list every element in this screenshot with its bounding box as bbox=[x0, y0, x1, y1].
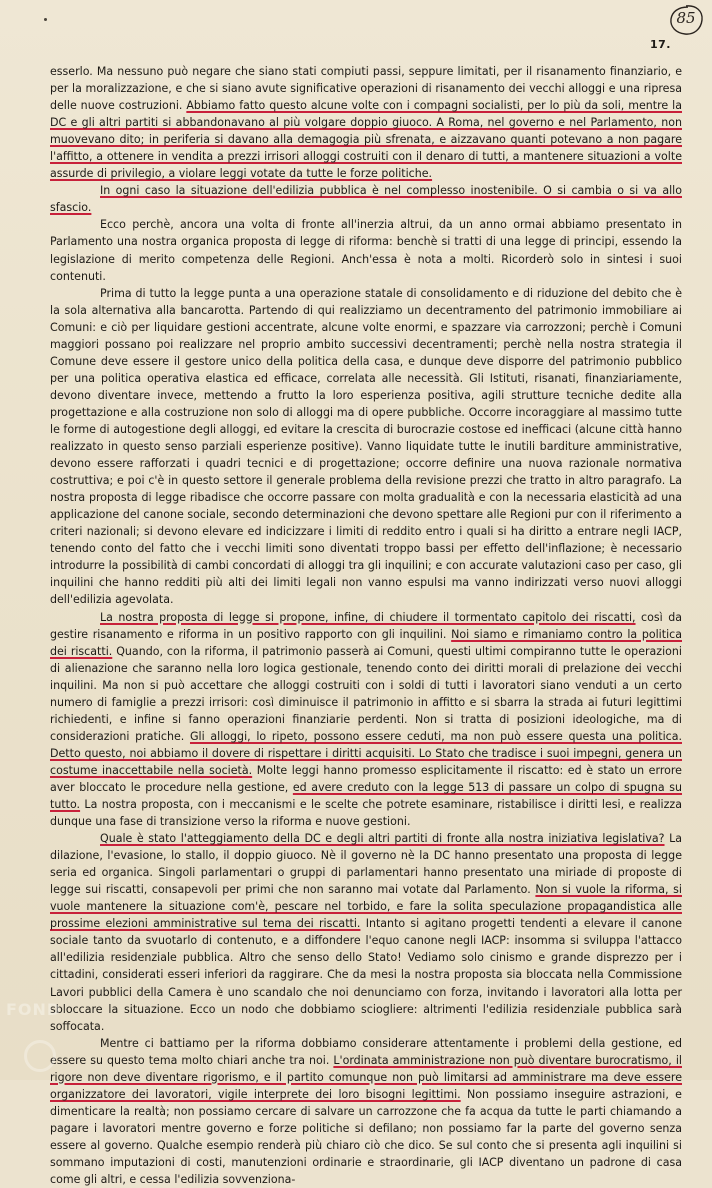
text-run: Mentre ci battiamo per la riforma dobbiamo considerare attentamente i problemi della gestione, ed essere su questo tema molto chiari anche tra noi. bbox=[50, 1036, 682, 1067]
underlined-passage: Quale è stato l'atteggiamento della DC e degli altri partiti di fronte alla nostra iniziativa legislativa? bbox=[100, 832, 665, 846]
underlined-passage: L'ordinata amministrazione non può diventare burocratismo, il rigore non deve diventare rigorismo, e il partito comunque non può limitarsi ad amministrare ma deve essere organizzatore dei lavoratori, vigile interprete dei loro bisogni legittimi. bbox=[50, 1053, 682, 1101]
underlined-passage: ed avere creduto con la legge 513 di passare un colpo di spugna su tutto. bbox=[50, 780, 682, 812]
page-stamp bbox=[668, 4, 704, 36]
body-text bbox=[50, 63, 682, 1188]
paragraph-6 bbox=[50, 830, 682, 1035]
stamp-number: 85 bbox=[676, 9, 696, 27]
paragraph-2 bbox=[50, 182, 682, 216]
underlined-passage: In ogni caso la situazione dell'edilizia pubblica è nel complesso inostenibile. O si cambia o si va allo sfascio. bbox=[50, 184, 682, 215]
underlined-passage: Noi siamo e rimaniamo contro la politica dei riscatti. bbox=[50, 627, 682, 658]
underlined-passage: Gli alloggi, lo ripeto, possono essere ceduti, ma non può essere questa una politica. Detto questo, noi abbiamo il dovere di rispettare i diritti acquisiti. Lo Stato che tradisce i suoi impegni, genera un costume inaccettabile nella società. bbox=[50, 729, 682, 777]
underlined-passage: Non si vuole la riforma, si vuole mantenere la situazione com'è, pescare nel torbido, e fare la solita speculazione propagandistica alle prossime elezioni amministrative sul tema dei riscatti. bbox=[50, 883, 682, 931]
underlined-passage: Abbiamo fatto questo alcune volte con i compagni socialisti, per lo più da soli, mentre la DC e gli altri partiti si abbandonavano al più volgare doppio giuoco. A Roma, nel governo e nel Parlamento, non muovevano dito; in periferia si davano alla demagogia più sfrenata, e aizzavano quanti potevano a non pagare l'affitto, a ottenere in vendita a prezzi irrisori alloggi costruiti con il denaro di tutti, a mantenere situazioni a volte assurde di privilegio, a violare leggi votate da tutte le forze politiche. bbox=[50, 99, 682, 181]
page-number: 17. bbox=[650, 38, 671, 51]
paragraph-3 bbox=[50, 216, 682, 284]
text-run: Prima di tutto la legge punta a una operazione statale di consolidamento e di riduzione del debito che è la sola alternativa alla bancarotta. Partendo di qui realizziamo un decentramento del patrimonio immobiliare ai Comuni: e ciò per liquidare gestioni accentrate, alcune volte enormi, e spazzare via carrozzoni; perchè i Comuni maggiori possano poi realizzare nel proprio ambito successivi decentramenti; perchè nella nostra strategia il Comune deve essere il gestore unico della politica della casa, e dunque deve disporre del patrimonio pubblico per una politica operativa elastica ed efficace, correlata alle necessità. Gli Istituti, risanati, finanziariamente, devono diventare invece, mettendo a frutto la loro esperienza positiva, agili strutture tecniche dedite alla progettazione e alla costruzione non solo di alloggi ma di opere pubbliche. Occorre incoraggiare al massimo tutte le forme di autogestione degli alloggi, ed evitare la crescita di burocrazie costose ed inefficaci (alcune città hanno realizzato in questo senso parziali esperienze positive). Vanno liquidate tutte le inutili barditure amministrative, devono essere rafforzati i quadri tecnici e di progettazione; occorre definire una nuova razionale normativa costruttiva; e poi c'è in questo settore il generale problema della revisione prezzi che tratto in altro paragrafo. La nostra proposta di legge ribadisce che occorre passare con molta gradualità e con la necessaria elasticità ad una applicazione del canone sociale, secondo determinazioni che devono spettare alle Regioni pur con il riferimento a criteri nazionali; si devono elevare ed indicizzare i limiti di reddito entro i quali si ha diritto a entrare negli IACP, tenendo conto del fatto che i vecchi limiti sono diventati troppo bassi per effetto dell'inflazione; è necessario introdurre la possibilità di cambi concordati di alloggi tra gli inquilini; e con accurate valutazioni caso per caso, gli inquilini che hanno redditi più alti dei limiti legali non vanno espulsi ma vanno indirizzati verso nuovi alloggi dell'edilizia agevolata. bbox=[50, 286, 682, 607]
archive-watermark: FOND bbox=[6, 1000, 62, 1019]
text-run: così da gestire risanamento e riforma in un positivo rapporto con gli inquilini. bbox=[50, 610, 682, 641]
paragraph-1 bbox=[50, 63, 682, 182]
watermark-logo-icon bbox=[24, 1040, 56, 1072]
ink-dot bbox=[44, 18, 47, 21]
text-run: Ecco perchè, ancora una volta di fronte all'inerzia altrui, da un anno ormai abbiamo presentato in Parlamento una nostra organica proposta di legge di riforma: benchè si tratti di una legge di principi, essendo la legislazione di merito competenza delle Regioni. Anch'essa è nota a molti. Ricorderò solo in sintesi i suoi contenuti. bbox=[50, 218, 682, 283]
text-run: La dilazione, l'evasione, lo stallo, il doppio giuoco. Nè il governo nè la DC hanno presentato una proposta di legge seria ed organica. Singoli parlamentari o gruppi di parlamentari hanno presentato una miriade di proposte di legge sui riscatti, consapevoli per primi che non saranno mai votate dal Parlamento. bbox=[50, 832, 682, 897]
text-run: Intanto si agitano progetti tendenti a elevare il canone sociale tanto da svuotarlo di contenuto, e a diffondere l'equo canone negli IACP: insomma si sviluppa l'attacco all'edilizia residenziale pubblica. Altro che senso dello Stato! Vediamo solo cinismo e grande disprezzo per i cittadini, considerati esseri inferiori da raggirare. Che da mesi la nostra proposta sia bloccata nella Commissione Lavori pubblici della Camera è uno scandalo che noi denunciamo con forza, invitando i lavoratori alla lotta per sbloccare la situazione. Ecco un nodo che dobbiamo sciogliere: altrimenti l'edilizia residenziale pubblica sarà soffocata. bbox=[50, 917, 683, 1033]
text-run: Molte leggi hanno promesso esplicitamente il riscatto: ed è stato un errore aver bloccato le procedure nella gestione, bbox=[50, 763, 682, 794]
text-run: Non possiamo inseguire astrazioni, e dimenticare la realtà; non possiamo cercare di salvare un carrozzone che fa acqua da tutte le parti chiamando a pagare i lavoratori mentre governo e forze politiche si defilano; non possiamo far la parte del governo senza essere al governo. Qualche esempio renderà più chiaro ciò che dico. Se sul conto che si presenta agli inquilini si sommano imputazioni di costi, manutenzioni ordinarie e straordinarie, gli IACP diventano un padrone di casa come gli altri, e cessa l'edilizia sovvenziona- bbox=[50, 1087, 682, 1187]
text-run: La nostra proposta, con i meccanismi e le scelte che potrete esaminare, ristabilisce i diritti lesi, e realizza dunque una fase di transizione verso la riforma e nuove gestioni. bbox=[50, 798, 682, 829]
text-run: Quando, con la riforma, il patrimonio passerà ai Comuni, questi ultimi compiranno tutte le operazioni di alienazione che saranno nella loro logica gestionale, tenendo conto dei diritti morali di prelazione dei vecchi inquilini. Ma non si può accettare che alloggi costruiti con i soldi di tutti i lavoratori siano venduti a un certo numero di famiglie a prezzi irrisori: così diminuisce il patrimonio in affitto e si sbarra la strada ai futuri legittimi richiedenti, e infine si fanno operazioni finanziarie perdenti. Non si tratta di posizioni ideologiche, ma di considerazioni pratiche. bbox=[50, 644, 682, 743]
underlined-passage: La nostra proposta di legge si propone, infine, di chiudere il tormentato capitolo dei riscatti, bbox=[100, 610, 636, 624]
paragraph-5 bbox=[50, 609, 682, 831]
paragraph-4 bbox=[50, 285, 682, 609]
text-run: esserlo. Ma nessuno può negare che siano stati compiuti passi, seppure limitati, per il risanamento finanziario, e per la moralizzazione, e che si siano avute significative operazioni di risanamento dei vecchi alloggi e una ripresa delle nuove costruzioni. bbox=[50, 65, 682, 113]
paragraph-7 bbox=[50, 1035, 682, 1188]
